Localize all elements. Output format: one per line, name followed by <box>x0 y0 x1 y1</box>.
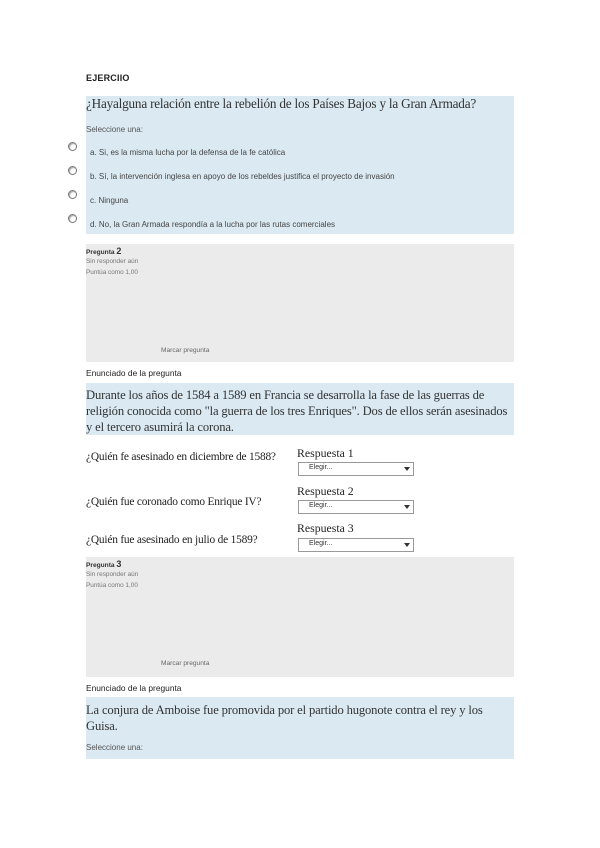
response-3-label: Respuesta 3 <box>297 521 354 535</box>
option-b-radio[interactable] <box>68 166 77 175</box>
question-3-text: La conjura de Amboise fue promovida por el partido hugonote contra el rey y los Guisa. <box>86 703 483 733</box>
option-c-radio[interactable] <box>68 190 77 199</box>
question-2-statement-label: Enunciado de la pregunta <box>86 368 182 378</box>
question-3-score: Puntúa como 1,00 <box>86 582 138 589</box>
question-2-flag-link[interactable]: Marcar pregunta <box>161 347 210 354</box>
question-2-text: Durante los años de 1584 a 1589 en Francia se desarrolla la fase de las guerras de religión conocida como "la guerra de los tres Enriques". Dos de ellos serán asesinados y el tercero asumirá la corona. <box>86 388 508 434</box>
question-3-statement-label: Enunciado de la pregunta <box>86 683 182 693</box>
option-d-radio[interactable] <box>68 214 77 223</box>
response-2-select[interactable] <box>298 500 414 514</box>
question-2-info <box>86 244 514 362</box>
question-3-info <box>86 557 514 677</box>
chevron-down-icon <box>404 543 410 547</box>
option-d-label[interactable]: d. No, la Gran Armada respondía a la lucha por las rutas comerciales <box>90 220 336 229</box>
response-2-value: Elegir... <box>309 502 333 509</box>
question-2-title: Pregunta 2 <box>86 246 122 256</box>
option-a-label[interactable]: a. Si, es la misma lucha por la defensa de la fe católica <box>90 148 286 157</box>
exercise-heading: EJERCIIO <box>86 73 130 83</box>
question-3-status: Sin responder aún <box>86 571 139 578</box>
response-1-value: Elegir... <box>309 464 333 471</box>
response-1-select[interactable] <box>298 462 414 476</box>
subquestion-1: ¿Quién fe asesinado en diciembre de 1588? <box>86 451 276 463</box>
response-3-select[interactable] <box>298 538 414 552</box>
option-c-label[interactable]: c. Ninguna <box>90 196 129 205</box>
question-3-flag-link[interactable]: Marcar pregunta <box>161 660 210 667</box>
question-3-prompt: Seleccione una: <box>86 743 143 752</box>
subquestion-2: ¿Quién fue coronado como Enrique IV? <box>86 496 262 508</box>
option-a-radio[interactable] <box>68 142 77 151</box>
option-b-label[interactable]: b. Sí, la intervención inglesa en apoyo de los rebeldes justifica el proyecto de invasión <box>90 172 395 181</box>
question-1-prompt: Seleccione una: <box>86 125 143 134</box>
response-1-label: Respuesta 1 <box>297 446 354 460</box>
question-1 <box>86 96 514 234</box>
chevron-down-icon <box>404 467 410 471</box>
response-3-value: Elegir... <box>309 540 333 547</box>
question-2-status: Sin responder aún <box>86 258 139 265</box>
response-2-label: Respuesta 2 <box>297 484 354 498</box>
question-2-statement <box>86 383 514 435</box>
question-3-statement <box>86 697 514 759</box>
question-3-title: Pregunta 3 <box>86 559 122 569</box>
chevron-down-icon <box>404 505 410 509</box>
subquestion-3: ¿Quién fue asesinado en julio de 1589? <box>86 534 258 546</box>
question-1-text: ¿Hayalguna relación entre la rebelión de los Países Bajos y la Gran Armada? <box>86 96 477 111</box>
question-2-score: Puntúa como 1,00 <box>86 269 138 276</box>
